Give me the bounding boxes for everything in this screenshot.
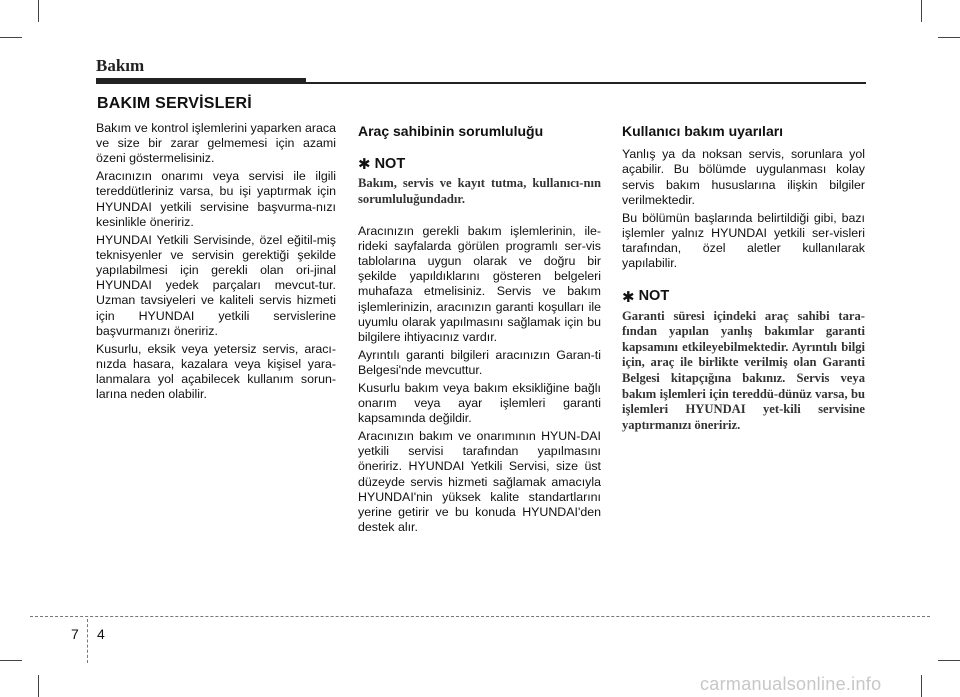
column-intro <box>96 121 336 405</box>
crop-mark <box>0 660 22 661</box>
note-label: NOT <box>374 156 406 173</box>
header-title: Bakım <box>96 56 145 75</box>
paragraph: Ayrıntılı garanti bilgileri aracınızın Garan-ti Belgesi'nde mevcuttur. <box>358 347 601 378</box>
crop-mark <box>38 0 39 22</box>
note-text: Garanti süresi içindeki araç sahibi tara-fından yapılan yanlış bakımlar garanti kapsamını etkileyebilmektedir. Ayrıntılı bilgi için, araç ile birlikte verilmiş olan Garanti Belgesi kitapçığına bakınız. Servis veya bakım işlemleri için tereddü-dünüz varsa, bu işlemleri HYUNDAI yet-kili servisine yaptırmanızı öneririz. <box>622 308 865 432</box>
asterisk-note-icon: ✱ <box>622 288 635 306</box>
crop-mark <box>38 675 39 697</box>
page-number-separator <box>87 619 88 663</box>
crop-mark <box>938 660 960 661</box>
paragraph: Kusurlu, eksik veya yetersiz servis, aracı-nızda hasara, kazalara veya kişisel yara-lanmalara yol açabilecek kullanım sorun-larına neden olabilir. <box>96 341 336 402</box>
paragraph: HYUNDAI Yetkili Servisinde, özel eğitil-miş teknisyenler ve servisin gerektiği şekilde yapılabilmesi için gerekli olan ori-jinal HYUNDAI yedek parçaları mevcut-tur. Uzman tavsiyeleri ve kaliteli servis hizmeti için HYUNDAI yetkili servislerine başvurmanızı öneririz. <box>96 232 336 338</box>
crop-mark <box>938 37 960 38</box>
section-title: BAKIM SERVİSLERİ <box>97 95 252 112</box>
subheading-user-warnings: Kullanıcı bakım uyarıları <box>622 123 784 139</box>
note-header <box>622 289 865 304</box>
column-user-maintenance-warnings <box>622 121 865 449</box>
paragraph: Bakım ve kontrol işlemlerini yaparken araca ve size bir zarar gelmemesi için azami özeni göstermelisiniz. <box>96 121 336 166</box>
crop-mark <box>921 0 922 22</box>
paragraph: Aracınızın gerekli bakım işlemlerinin, ile-rideki sayfalarda görülen programlı ser-vis tablolarına uygun olarak ve doğru bir şekilde yapıldıklarını gösteren belgeleri muhafaza etmelisiniz. Servis ve bakım işlemlerinizin, aracınızın garanti koşulları ile uyumlu olarak yapılmasını sağlamak için bu bilgilere ihtiyacınız vardır. <box>358 223 601 345</box>
header-rule-thin <box>306 82 866 84</box>
paragraph: Aracınızın onarımı veya servisi ile ilgili tereddütleriniz varsa, bu işi yaptırmak için HYUNDAI yetkili servisine başvurma-nızı kesinlikle öneririz. <box>96 169 336 229</box>
crop-mark <box>0 37 22 38</box>
paragraph: Bu bölümün başlarında belirtildiği gibi, bazı işlemler yalnız HYUNDAI yetkili ser-visleri tarafından, özel aletler kullanılarak yapılabilir. <box>622 210 865 271</box>
note-header <box>358 157 601 172</box>
crop-mark <box>921 675 922 697</box>
chapter-number: 7 <box>71 626 79 642</box>
paragraph: Kusurlu bakım veya bakım eksikliğine bağlı onarım veya ayar işlemleri garanti kapsamında değildir. <box>358 380 601 426</box>
asterisk-note-icon: ✱ <box>358 156 371 174</box>
note-label: NOT <box>638 288 670 305</box>
paragraph: Yanlış ya da noksan servis, sorunlara yol açabilir. Bu bölümde uygulanması kolay servis bakım hususlarına ilişkin bilgiler verilmektedir. <box>622 147 865 207</box>
note-text: Bakım, servis ve kayıt tutma, kullanıcı-nın sorumluluğundadır. <box>358 176 601 206</box>
subheading-owner-responsibility: Araç sahibinin sorumluluğu <box>358 123 544 139</box>
column-owner-responsibility <box>358 121 601 538</box>
header-rule-thick <box>96 78 306 84</box>
watermark: carmanualsonline.info <box>700 674 882 694</box>
page-number: 4 <box>97 626 105 642</box>
paragraph: Aracınızın bakım ve onarımının HYUN-DAI yetkili servisi tarafından yapılmasını öneririz. HYUNDAI Yetkili Servisi, size üst düzeyde servis hizmeti sağlamak amacıyla HYUNDAI'nin yüksek kalite standartlarını yerine getirir ve bu konuda HYUNDAI'den destek alır. <box>358 429 601 535</box>
footer-divider <box>30 616 930 617</box>
